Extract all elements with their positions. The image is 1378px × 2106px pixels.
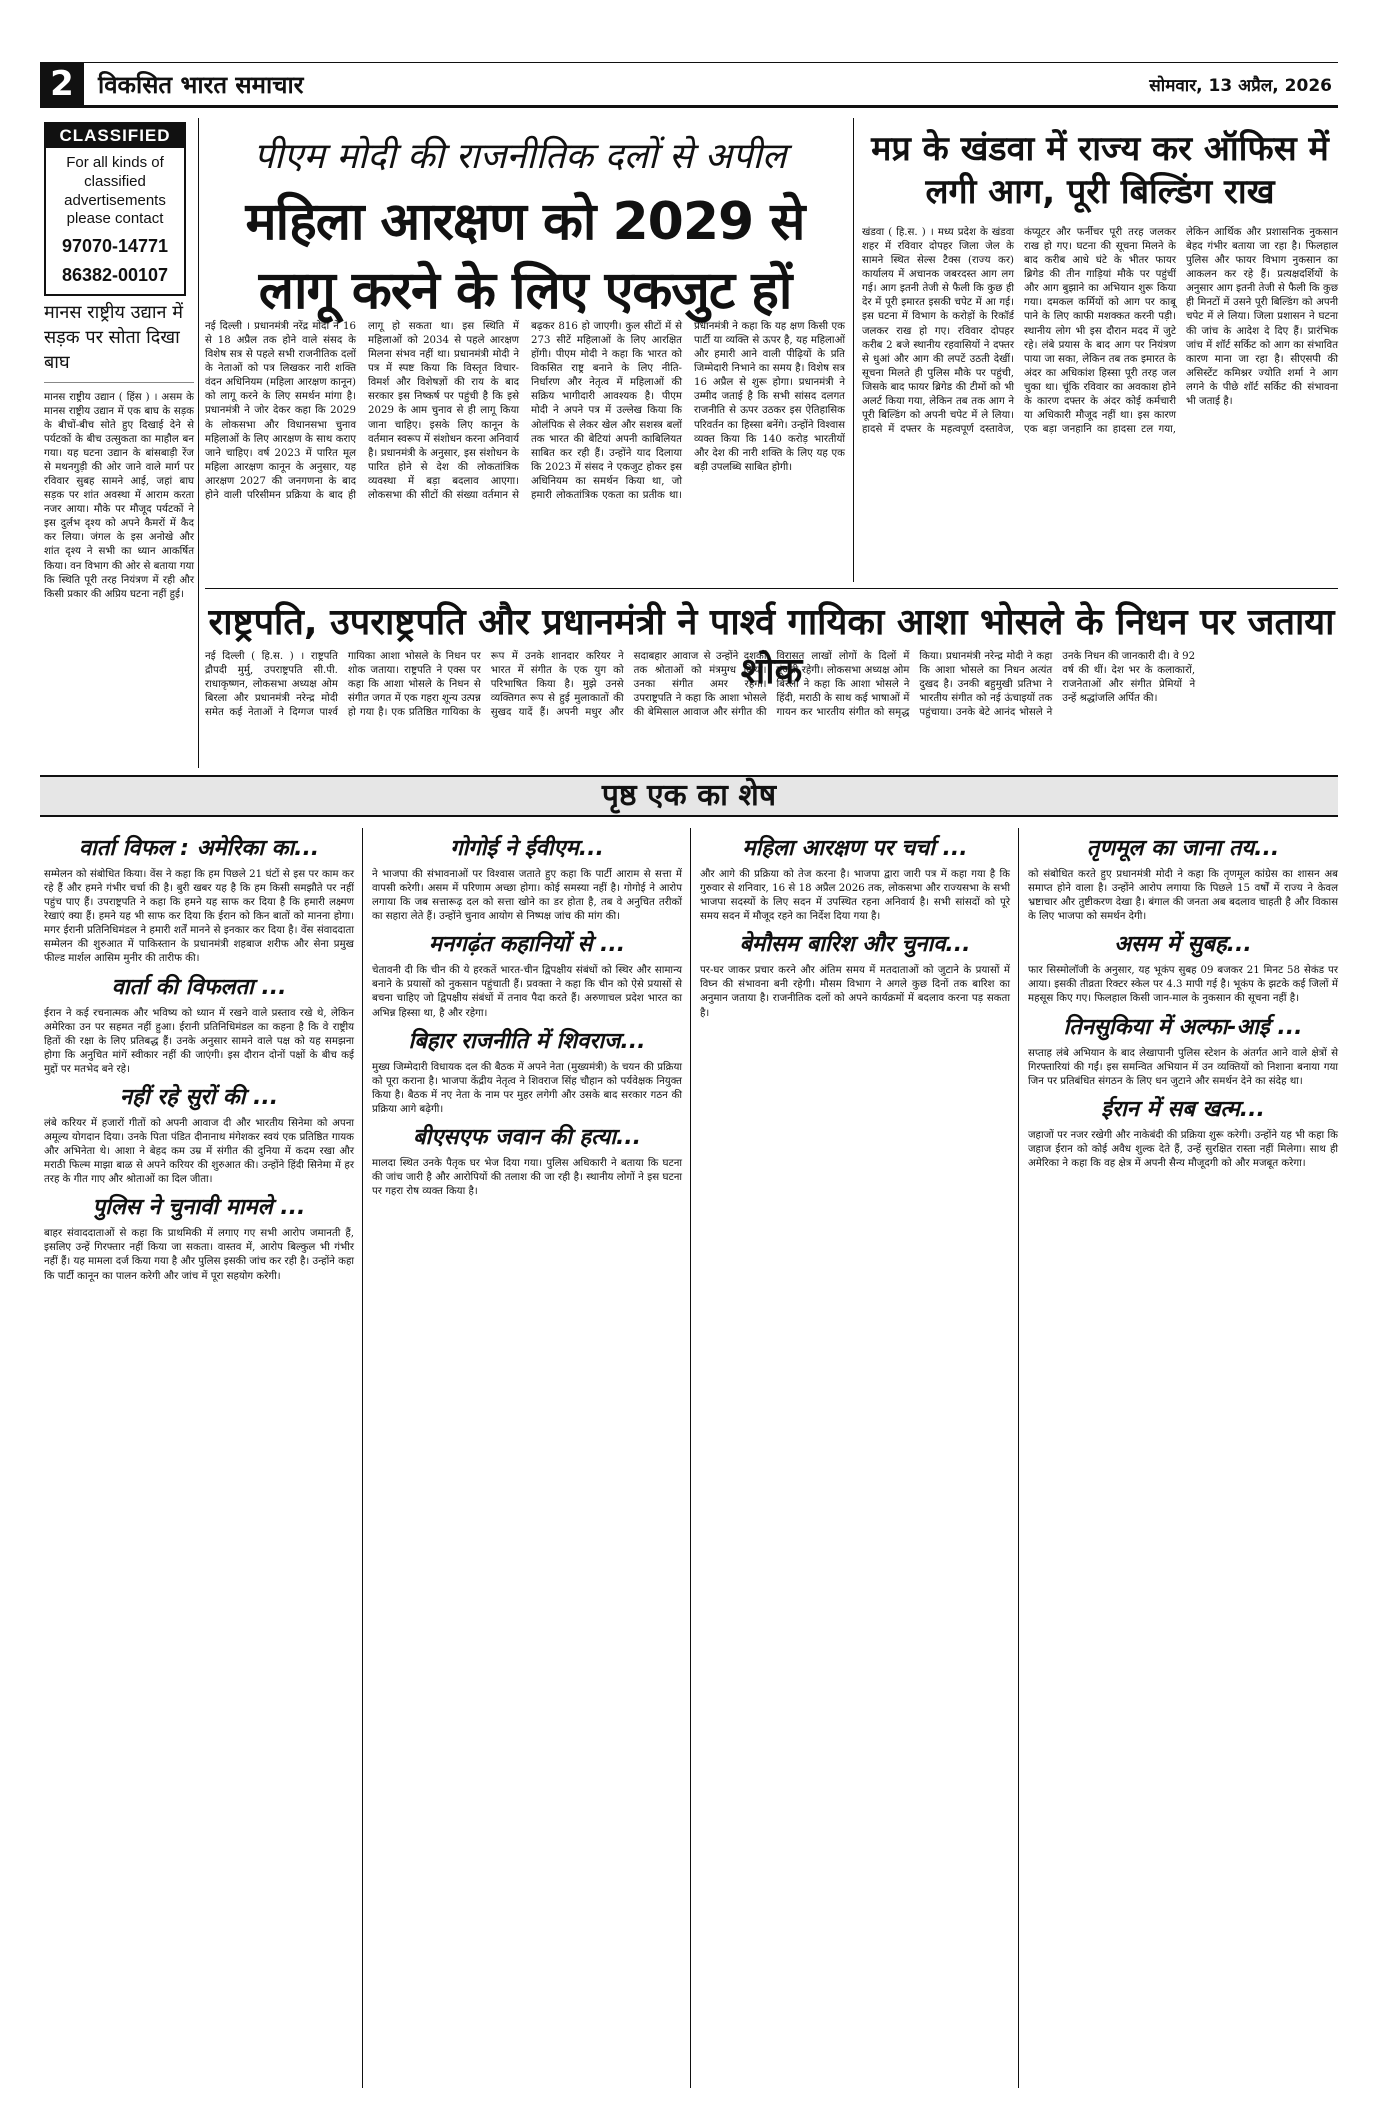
continuation-body: बाहर संवाददाताओं से कहा कि प्राथमिकी में लगाए गए सभी आरोप जमानती हैं, इसलिए उन्हें गिरफ्तार नहीं किया जा सकता। वास्तव में, आरोप बिल्कुल भी गंभीर नहीं हैं। यह मामला दर्ज किया गया है और पुलिस इसकी जांच कर रही है। उन्होंने कहा कि पार्टी कानून का पालन करेगी और जांच में पूरा सहयोग करेगी। [44, 1228, 354, 1282]
continuation-headline: बिहार राजनीति में शिवराज... [408, 1028, 646, 1054]
continuation-column-2 [372, 828, 682, 1203]
continuation-headline: नहीं रहे सुरों की ... [119, 1084, 279, 1110]
continuation-body: पर-घर जाकर प्रचार करने और अंतिम समय में मतदाताओं को जुटाने के प्रयासों में विघ्न की संभावना बनी रहेगी। मौसम विभाग ने अगले कुछ दिनों तक बारिश का अनुमान जताया है। राजनीतिक दलों को अपने कार्यक्रमों में बदलाव करना पड़ सकता है। [700, 965, 1010, 1019]
paper-name: विकसित भारत समाचार [98, 70, 304, 99]
condolence-headline: राष्ट्रपति, उपराष्ट्रपति और प्रधानमंत्री ने पार्श्व गायिका आशा भोसले के निधन पर जताया शोक [208, 602, 1335, 692]
continuation-body: मालदा स्थित उनके पैतृक घर भेज दिया गया। पुलिस अधिकारी ने बताया कि घटना की जांच जारी है और आरोपियों की तलाश की जा रही है। स्थानीय लोगों ने इस घटना पर गहरा रोष व्यक्त किया है। [372, 1157, 682, 1198]
classified-text: For all kinds of classified advertisements please contact [64, 154, 166, 228]
classified-title: CLASSIFIED [46, 124, 184, 148]
continuation-headline: बेमौसम बारिश और चुनाव... [739, 932, 971, 958]
left-story [44, 300, 194, 602]
column-divider [853, 118, 854, 582]
lead-kicker: पीएम मोदी की राजनीतिक दलों से अपील [253, 136, 787, 177]
continuation-body: सम्मेलन को संबोधित किया। वेंस ने कहा कि हम पिछले 21 घंटों से इस पर काम कर रहे हैं और हमने गंभीर चर्चा की है। बुरी खबर यह है कि हम किसी समझौते पर नहीं पहुंच पाए हैं। उपराष्ट्रपति ने कहा कि हमने यह साफ कर दिया है कि हमारी लक्ष्मण रेखाएं क्या हैं। हमने यह भी साफ कर दिया कि ईरान को किन बातों को मानना होगा। मगर ईरानी प्रतिनिधिमंडल ने हमारी शर्तें मानने से इनकार कर दिया है। वेंस संवाददाता सम्मेलन की शुरुआत में पाकिस्तान के प्रधानमंत्री शहबाज शरीफ और सेना प्रमुख फील्ड मार्शल आसिम मुनीर की तारीफ की। [44, 869, 354, 965]
continuation-column-1 [44, 828, 354, 1288]
masthead [40, 62, 1338, 108]
classified-box [44, 122, 186, 296]
continuation-body: ईरान ने कई रचनात्मक और भविष्य को ध्यान में रखने वाले प्रस्ताव रखे थे, लेकिन अमेरिका उन पर सहमत नहीं हुआ। ईरानी प्रतिनिधिमंडल का कहना है कि वे राष्ट्रीय हितों की रक्षा के लिए प्रतिबद्ध हैं। उनके अनुसार सामने वाले पक्ष को यह समझना होगा कि अनुचित मांगें स्वीकार नहीं की जाएंगी। इस दौरान दोनों पक्षों के बीच कई मुद्दों पर मतभेद बने रहे। [44, 1007, 354, 1075]
continuation-body: चेतावनी दी कि चीन की ये हरकतें भारत-चीन द्विपक्षीय संबंधों को स्थिर और सामान्य बनाने के प्रयासों को नुकसान पहुंचाती हैं। प्रवक्ता ने कहा कि चीन को ऐसे प्रयासों से बचना चाहिए जो द्विपक्षीय संबंधों में तनाव पैदा करते हैं। अरुणाचल प्रदेश भारत का अभिन्न हिस्सा था, है और रहेगा। [372, 965, 682, 1019]
continuation-body: लंबे करियर में हजारों गीतों को अपनी आवाज दी और भारतीय सिनेमा को अपना अमूल्य योगदान दिया। उनके पिता पंडित दीनानाथ मंगेशकर स्वयं एक प्रतिष्ठित गायक और अभिनेता थे। आशा ने बेहद कम उम्र में संगीत की दुनिया में कदम रखा और मराठी फिल्म माझा बाळ से अपने करियर की शुरुआत की। उन्होंने हिंदी सिनेमा में हर तरह के गीत गाए और श्रोताओं का दिल जीता। [44, 1117, 354, 1186]
left-story-headline: मानस राष्ट्रीय उद्यान में सड़क पर सोता दिखा बाघ [44, 300, 194, 383]
continuation-headline: ईरान में सब खत्म... [1101, 1096, 1265, 1122]
page-number: 2 [40, 62, 84, 106]
continuation-column-4 [1028, 828, 1338, 1175]
continuation-headline: असम में सुबह... [1114, 932, 1252, 958]
left-story-body: मानस राष्ट्रीय उद्यान ( हिंस ) । असम के मानस राष्ट्रीय उद्यान में एक बाघ के सड़क के बीचों-बीच सोते हुए दिखाई देने से पर्यटकों के बीच उत्सुकता का माहौल बन गया। यह घटना उद्यान के बांसबाड़ी रेंज से मथनगुड़ी की ओर जाने वाले मार्ग पर रविवार सुबह सामने आई, जहां बाघ सड़क पर शांत अवस्था में आराम करता नजर आया। मौके पर मौजूद पर्यटकों ने इस दुर्लभ दृश्य को अपने कैमरों में कैद कर लिया। जंगल के इस अनोखे और शांत दृश्य ने सभी का ध्यान आकर्षित किया। वन विभाग की ओर से बताया गया कि स्थिति पूरी तरह नियंत्रण में रही और किसी प्रकार की अप्रिय घटना नहीं हुई। [44, 391, 194, 600]
continuation-body: सप्ताह लंबे अभियान के बाद लेखापानी पुलिस स्टेशन के अंतर्गत आने वाले क्षेत्रों से गिरफ्तारियां की गईं। इस समन्वित अभियान में उन व्यक्तियों को निशाना बनाया गया जिन पर प्रतिबंधित संगठन के लिए धन जुटाने और समर्थन देने का संदेह था। [1028, 1047, 1338, 1087]
continuation-headline: वार्ता की विफलता ... [111, 974, 287, 1000]
issue-date: सोमवार, 13 अप्रैल, 2026 [1149, 75, 1332, 96]
condolence-body: नई दिल्ली ( हि.स. ) । राष्ट्रपति द्रौपदी मुर्मु, उपराष्ट्रपति सी.पी. राधाकृष्णन, लोकसभा अध्यक्ष ओम बिरला और प्रधानमंत्री नरेन्द्र मोदी समेत कई नेताओं ने दिग्गज पार्श्व गायिका आशा भोसले के निधन पर शोक जताया। राष्ट्रपति ने एक्स पर कहा कि आशा भोसले के निधन से संगीत जगत में एक गहरा शून्य उत्पन्न हो गया है। एक प्रतिष्ठित गायिका के रूप में उनके शानदार करियर ने भारत में संगीत के एक युग को परिभाषित किया है। मुझे उनसे व्यक्तिगत रूप से हुई मुलाकातों की सुखद यादें हैं। अपनी मधुर और सदाबहार आवाज से उन्होंने दशकों तक श्रोताओं को मंत्रमुग्ध किया। उनका संगीत अमर रहेगा। उपराष्ट्रपति ने कहा कि आशा भोसले की बेमिसाल आवाज और संगीत की विरासत लाखों लोगों के दिलों में गूंजती रहेगी। लोकसभा अध्यक्ष ओम बिरला ने कहा कि आशा भोसले ने हिंदी, मराठी के साथ कई भाषाओं में गायन कर भारतीय संगीत को समृद्ध किया। प्रधानमंत्री नरेन्द्र मोदी ने कहा कि आशा भोसले का निधन अत्यंत दुखद है। उनकी बहुमुखी प्रतिभा ने भारतीय संगीत को नई ऊंचाइयों तक पहुंचाया। उनके बेटे आनंद भोसले ने उनके निधन की जानकारी दी। वे 92 वर्ष की थीं। देश भर के कलाकारों, राजनेताओं और संगीत प्रेमियों ने उन्हें श्रद्धांजलि अर्पित की। [205, 651, 1196, 719]
continued-from-page-one-banner: पृष्ठ एक का शेष [40, 775, 1338, 817]
continuation-body: फार सिस्मोलॉजी के अनुसार, यह भूकंप सुबह 09 बजकर 21 मिनट 58 सेकंड पर आया। इसकी तीव्रता रिक्टर स्केल पर 4.3 मापी गई है। भूकंप के झटके कई जिलों में महसूस किए गए। फिलहाल किसी जान-माल के नुकसान की सूचना नहीं है। [1028, 965, 1338, 1005]
continuation-headline: तिनसुकिया में अल्फा-आई ... [1063, 1014, 1303, 1040]
continuation-headline: तृणमूल का जाना तय... [1086, 836, 1280, 861]
column-divider [362, 828, 363, 2088]
continuation-headline: वार्ता विफल : अमेरिका का... [78, 836, 320, 861]
right-story-body: खंडवा ( हि.स. ) । मध्य प्रदेश के खंडवा शहर में रविवार दोपहर जिला जेल के सामने स्थित सेल्स टैक्स (राज्य कर) कार्यालय में अचानक जबरदस्त आग लग गई। आग इतनी तेजी से फैली कि कुछ ही देर में पूरी इमारत इसकी चपेट में आ गई। इस घटना में विभाग के करोड़ों के रिकॉर्ड जलकर राख हो गए। रविवार दोपहर करीब 2 बजे स्थानीय रहवासियों ने दफ्तर से धुआं और आग की लपटें उठती देखीं। सूचना मिलते ही पुलिस मौके पर पहुंची, जिसके बाद फायर ब्रिगेड की टीमों को भी अलर्ट किया गया, लेकिन तब तक आग ने पूरी बिल्डिंग को अपनी चपेट में ले लिया। हादसे में दफ्तर के महत्वपूर्ण दस्तावेज, कंप्यूटर और फर्नीचर पूरी तरह जलकर राख हो गए। घटना की सूचना मिलने के बाद करीब आधे घंटे के भीतर फायर ब्रिगेड की तीन गाड़ियां मौके पर पहुंचीं और आग बुझाने का अभियान शुरू किया गया। दमकल कर्मियों को आग पर काबू पाने के लिए काफी मशक्कत करनी पड़ी। स्थानीय लोग भी इस दौरान मदद में जुटे रहे। लंबे प्रयास के बाद आग पर नियंत्रण पाया जा सका, लेकिन तब तक इमारत के अंदर का अधिकांश हिस्सा पूरी तरह जल चुका था। चूंकि रविवार का अवकाश होने के कारण दफ्तर के अंदर कोई कर्मचारी या अधिकारी मौजूद नहीं था। इस कारण एक बड़ा जनहानि का हादसा टल गया, लेकिन आर्थिक और प्रशासनिक नुकसान बेहद गंभीर बताया जा रहा है। फिलहाल पुलिस और फायर विभाग नुकसान का आकलन कर रहे हैं। प्रत्यक्षदर्शियों के अनुसार आग इतनी तेजी से फैली कि कुछ ही मिनटों में उसने पूरी बिल्डिंग को अपनी चपेट में ले लिया। जिला प्रशासन ने घटना की जांच के आदेश दे दिए हैं। प्रारंभिक जांच में शॉर्ट सर्किट को आग का संभावित कारण माना जा रहा है। सीएसपी की असिस्टेंट कमिश्नर ज्योति शर्मा ने आग लगने के पीछे शॉर्ट सर्किट की संभावना भी जताई है। [862, 227, 1338, 436]
lead-body: नई दिल्ली । प्रधानमंत्री नरेंद्र मोदी ने 16 से 18 अप्रैल तक होने वाले संसद के विशेष सत्र से पहले सभी राजनीतिक दलों के नेताओं को पत्र लिखकर नारी शक्ति वंदन अधिनियम (महिला आरक्षण कानून) को लागू करने के लिए समर्थन मांगा है। प्रधानमंत्री ने जोर देकर कहा कि 2029 के लोकसभा और विधानसभा चुनाव महिलाओं के लिए आरक्षण के साथ कराए जाने चाहिए। वर्ष 2023 में पारित मूल महिला आरक्षण कानून के अनुसार, यह आरक्षण 2027 की जनगणना के बाद होने वाली परिसीमन प्रक्रिया के बाद ही लागू हो सकता था। इस स्थिति में महिलाओं को 2034 से पहले आरक्षण मिलना संभव नहीं था। प्रधानमंत्री मोदी ने पत्र में स्पष्ट किया कि विस्तृत विचार-विमर्श और विशेषज्ञों की राय के बाद सरकार इस निष्कर्ष पर पहुंची है कि इसे 2029 के आम चुनाव से ही लागू किया जाना चाहिए। इसके लिए कानून के वर्तमान स्वरूप में संशोधन करना अनिवार्य है। प्रधानमंत्री के अनुसार, इस संशोधन के पारित होने से देश की लोकतांत्रिक व्यवस्था में बड़ा बदलाव आएगा। लोकसभा की सीटों की संख्या वर्तमान से बढ़कर 816 हो जाएगी। कुल सीटों में से 273 सीटें महिलाओं के लिए आरक्षित होंगी। पीएम मोदी ने कहा कि भारत को विकसित राष्ट्र बनाने के लिए नीति-निर्धारण और नेतृत्व में महिलाओं की सक्रिय भागीदारी आवश्यक है। पीएम मोदी ने अपने पत्र में उल्लेख किया कि ओलंपिक से लेकर खेल और सशस्त्र बलों तक भारत की बेटियां अपनी काबिलियत साबित कर रही हैं। उन्होंने याद दिलाया कि 2023 में संसद ने एकजुट होकर इस अधिनियम का समर्थन किया था, जो हमारी लोकतांत्रिक एकता का प्रतीक था। प्रधानमंत्री ने कहा कि यह क्षण किसी एक पार्टी या व्यक्ति से ऊपर है, यह महिलाओं और हमारी आने वाली पीढ़ियों के प्रति जिम्मेदारी निभाने का समय है। विशेष सत्र 16 अप्रैल से शुरू होगा। प्रधानमंत्री ने उम्मीद जताई है कि सभी सांसद दलगत राजनीति से ऊपर उठकर इस ऐतिहासिक परिवर्तन का हिस्सा बनेंगे। उन्होंने विश्वास व्यक्त किया कि 140 करोड़ भारतीयों और देश की नारी शक्ति के लिए यह एक बड़ी उपलब्धि साबित होगी। [205, 321, 845, 501]
continuation-headline: मनगढ़ंत कहानियों से ... [428, 932, 626, 958]
continuation-body: को संबोधित करते हुए प्रधानमंत्री मोदी ने कहा कि तृणमूल कांग्रेस का शासन अब समाप्त होने वाला है। उन्होंने आरोप लगाया कि पिछले 15 वर्षों में राज्य ने केवल भ्रष्टाचार और तुष्टीकरण देखा है। बंगाल की जनता अब बदलाव चाहती है और विकास के लिए भाजपा को समर्थन देगी। [1028, 869, 1338, 923]
continuation-body: और आगे की प्रक्रिया को तेज करना है। भाजपा द्वारा जारी पत्र में कहा गया है कि गुरुवार से शनिवार, 16 से 18 अप्रैल 2026 तक, लोकसभा और राज्यसभा के सभी भाजपा सदस्यों के लिए सदन में उपस्थित रहना अनिवार्य है। सभी सांसदों को पूरे समय सदन में मौजूद रहने का निर्देश दिया गया है। [700, 869, 1010, 923]
continuation-body: मुख्य जिम्मेदारी विधायक दल की बैठक में अपने नेता (मुख्यमंत्री) के चयन की प्रक्रिया को पूरा कराना है। भाजपा केंद्रीय नेतृत्व ने शिवराज सिंह चौहान को पर्यवेक्षक नियुक्त किया है। बैठक में नए नेता के नाम पर मुहर लगेगी और उसके बाद सरकार गठन की प्रक्रिया आगे बढ़ेगी। [372, 1061, 682, 1115]
lead-headline: महिला आरक्षण को 2029 से लागू करने के लिए एकजुट हों [245, 192, 805, 321]
column-divider [198, 118, 199, 768]
continuation-headline: गोगोई ने ईवीएम... [450, 836, 604, 861]
column-divider [1018, 828, 1019, 2088]
classified-phone-1: 97070-14771 [61, 236, 169, 256]
classified-phone-2: 86382-00107 [61, 265, 169, 286]
continuation-headline: बीएसएफ जवान की हत्या... [412, 1124, 642, 1150]
continuation-headline: महिला आरक्षण पर चर्चा ... [742, 836, 968, 861]
column-divider [690, 828, 691, 2088]
right-story-headline: मप्र के खंडवा में राज्य कर ऑफिस में लगी आग, पूरी बिल्डिंग राख [871, 129, 1329, 212]
continuation-body: ने भाजपा की संभावनाओं पर विश्वास जताते हुए कहा कि पार्टी आराम से सत्ता में वापसी करेगी। असम में परिणाम अच्छा होगा। कोई समस्या नहीं है। गोगोई ने आरोप लगाया कि जब सत्तारूढ़ दल को सत्ता खोने का डर होता है, तब वे अनुचित तरीकों का सहारा लेते हैं। उन्होंने चुनाव आयोग से निष्पक्ष जांच की मांग की। [372, 869, 682, 923]
continuation-headline: पुलिस ने चुनावी मामले ... [92, 1195, 306, 1221]
continuation-body: जहाजों पर नजर रखेगी और नाकेबंदी की प्रक्रिया शुरू करेगी। उन्होंने यह भी कहा कि जहाज ईरान को कोई अवैध शुल्क देते हैं, उन्हें सुरक्षित रास्ता नहीं मिलेगा। साथ ही अमेरिका ने कहा कि वह क्षेत्र में अपनी सैन्य मौजूदगी को और मजबूत करेगा। [1028, 1129, 1338, 1169]
section-divider [205, 588, 1338, 589]
continuation-column-3 [700, 828, 1010, 1025]
